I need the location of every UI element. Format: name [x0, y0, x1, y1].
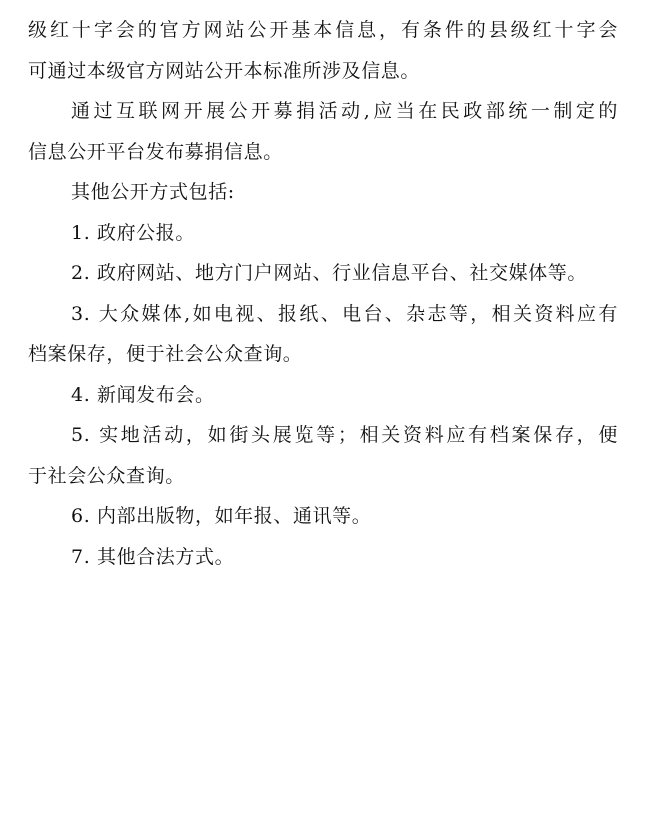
paragraph-1-line-1: 级红十字会的官方网站公开基本信息，有条件的县级红十字会 — [28, 19, 618, 41]
paragraph-1-line-2: 可通过本级官方网站公开本标准所涉及信息。 — [28, 59, 421, 82]
list-item-7: 7. 其他合法方式。 — [71, 545, 235, 568]
list-item-6: 6. 内部出版物，如年报、通讯等。 — [71, 505, 372, 527]
list-item-1: 1. 政府公报。 — [71, 221, 195, 244]
list-item-5-line-2: 于社会公众查询。 — [28, 464, 185, 487]
list-item-3-line-1: 3. 大众媒体,如电视、报纸、电台、杂志等，相关资料应有 — [71, 302, 618, 325]
document-body — [28, 10, 618, 577]
list-item-2: 2. 政府网站、地方门户网站、行业信息平台、社交媒体等。 — [71, 262, 587, 284]
list-item-4: 4. 新闻发布会。 — [71, 383, 215, 406]
other-methods-heading: 其他公开方式包括: — [71, 181, 235, 203]
paragraph-2-line-2: 信息公开平台发布募捐信息。 — [28, 140, 283, 163]
list-item-5-line-1: 5. 实地活动，如街头展览等；相关资料应有档案保存，便 — [71, 424, 618, 446]
paragraph-2-line-1: 通过互联网开展公开募捐活动,应当在民政部统一制定的 — [71, 100, 618, 122]
list-item-3-line-2: 档案保存，便于社会公众查询。 — [28, 343, 303, 365]
